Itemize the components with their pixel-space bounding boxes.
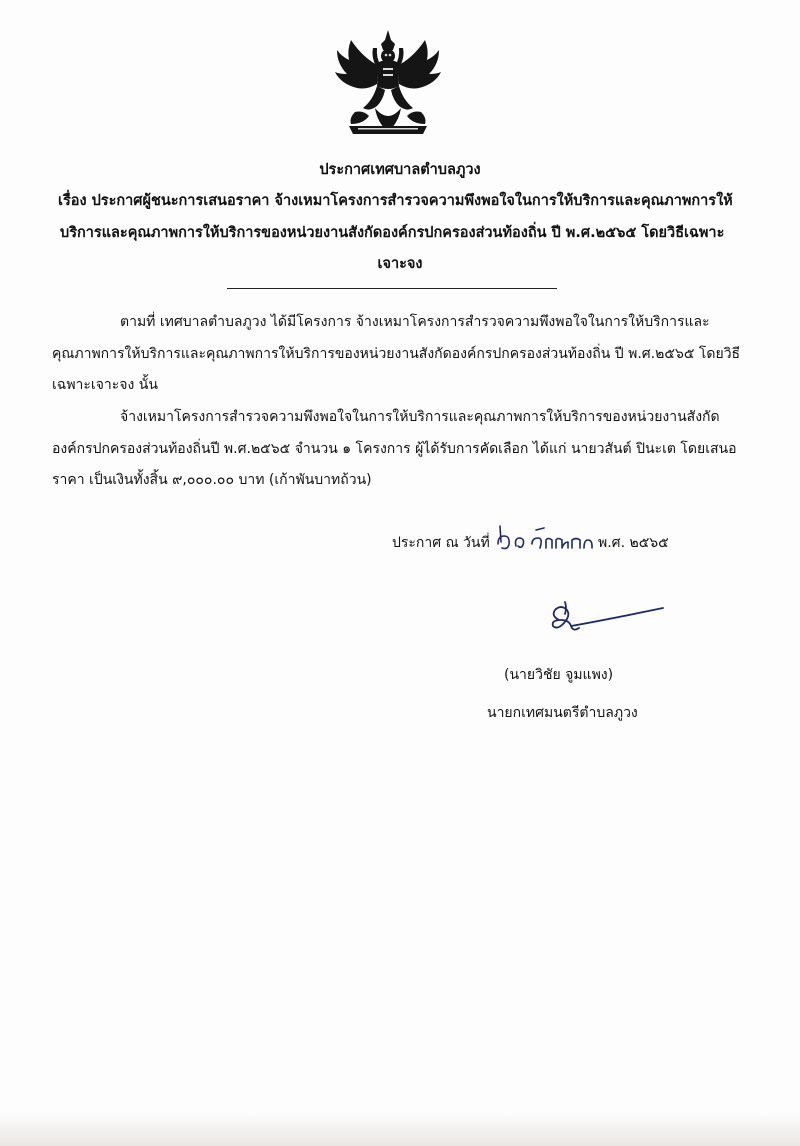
divider-line xyxy=(227,288,557,289)
date-suffix: พ.ศ. ๒๕๖๕ xyxy=(598,535,669,551)
signatory-position: นายกเทศมนตรีตำบลภูวง xyxy=(487,705,638,721)
subject-line-3: เจาะจง xyxy=(377,256,423,272)
garuda-emblem-icon xyxy=(333,28,443,140)
paragraph-1-line-2: คุณภาพการให้บริการและคุณภาพการให้บริการของหน่วยงานสังกัดองค์กรปกครองส่วนท้องถิ่น ปี พ.ศ.๒๕๖๕ โดยวิธี xyxy=(52,346,741,362)
signature-icon xyxy=(545,598,665,642)
paragraph-1-line-3: เฉพาะเจาะจง นั้น xyxy=(52,377,158,393)
scan-shadow xyxy=(0,1112,800,1146)
signatory-name: (นายวิชัย จูมแพง) xyxy=(504,667,614,683)
paragraph-2-line-1: จ้างเหมาโครงการสำรวจความพึงพอใจในการให้บริการและคุณภาพการให้บริการของหน่วยงานสังกัด xyxy=(120,409,720,425)
date-prefix: ประกาศ ณ วันที่ xyxy=(392,535,490,551)
paragraph-2-line-2: องค์กรปกครองส่วนท้องถิ่นปี พ.ศ.๒๕๖๕ จำนวน ๑ โครงการ ผู้ได้รับการคัดเลือก ได้แก่ นายวสันต์ ปินะเต โดยเสนอ xyxy=(52,441,737,457)
paragraph-1-line-1: ตามที่ เทศบาลตำบลภูวง ได้มีโครงการ จ้างเหมาโครงการสำรวจความพึงพอใจในการให้บริการและ xyxy=(120,314,710,330)
announcement-title: ประกาศเทศบาลตำบลภูวง xyxy=(319,162,481,178)
subject-line-2: บริการและคุณภาพการให้บริการของหน่วยงานสังกัดองค์กรปกครองส่วนท้องถิ่น ปี พ.ศ.๒๕๖๕ โดยวิธีเฉพาะ xyxy=(60,225,725,241)
paragraph-2-line-3: ราคา เป็นเงินทั้งสิ้น ๙,๐๐๐.๐๐ บาท (เก้าพันบาทถ้วน) xyxy=(52,472,372,488)
subject-line-1: เรื่อง ประกาศผู้ชนะการเสนอราคา จ้างเหมาโครงการสำรวจความพึงพอใจในการให้บริการและคุณภาพการให้ xyxy=(58,193,733,209)
